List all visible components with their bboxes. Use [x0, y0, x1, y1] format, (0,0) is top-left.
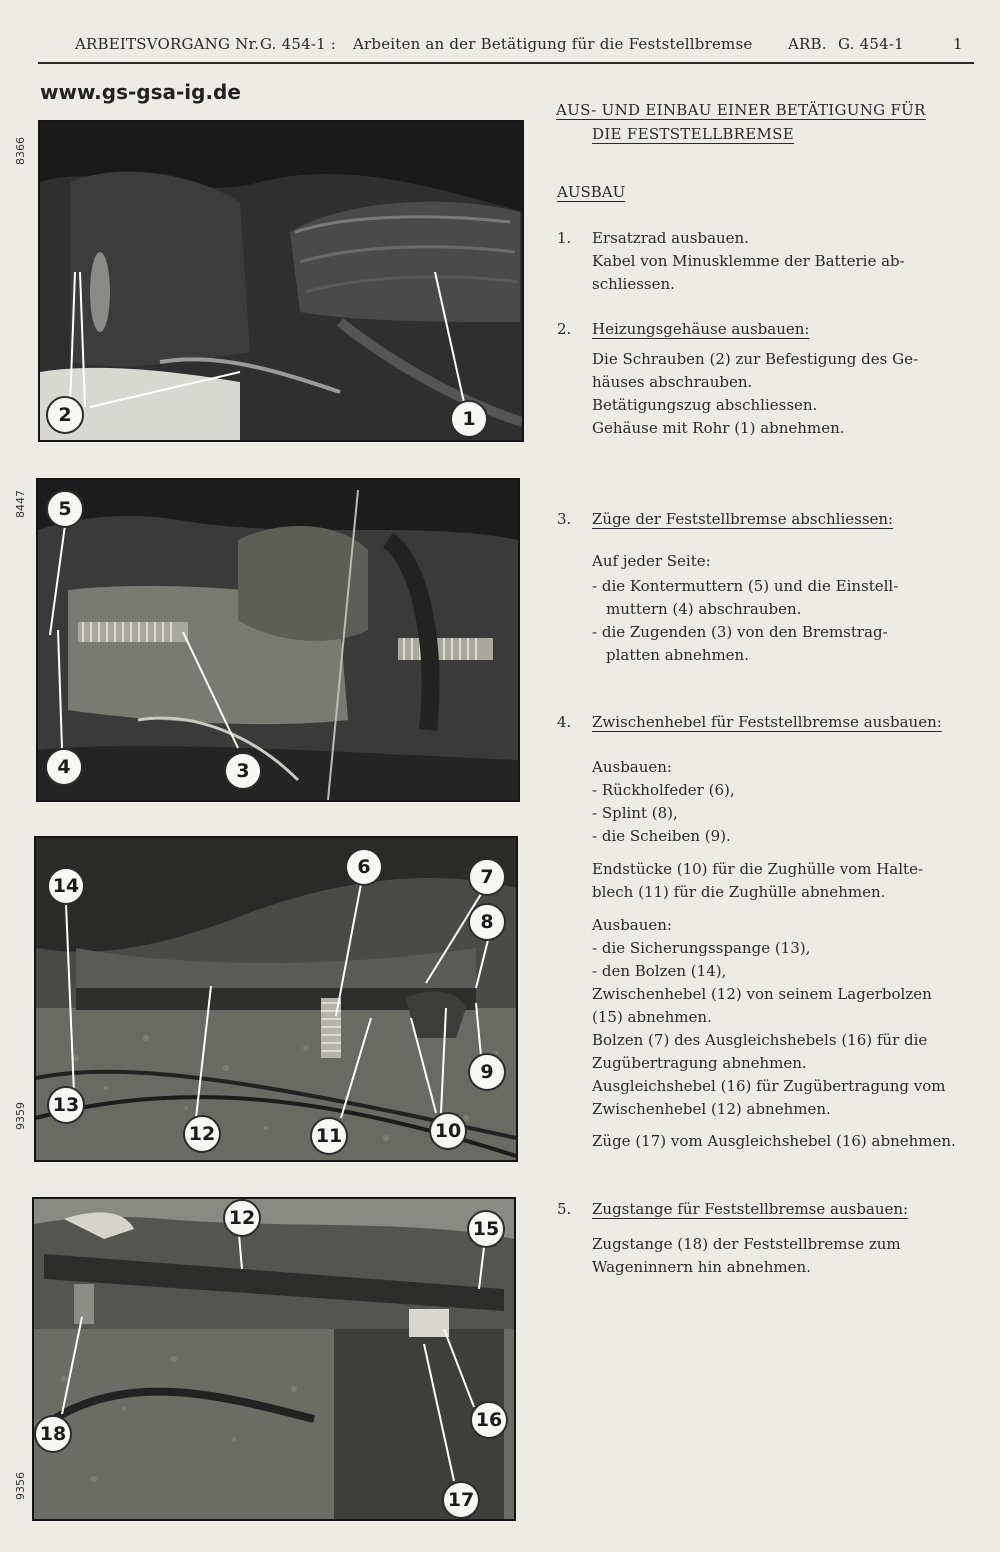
step-1-line: Ersatzrad ausbauen. [592, 229, 749, 247]
step-4-line: Ausgleichshebel (16) für Zugübertragung vom [592, 1077, 946, 1095]
callout-9: 9 [468, 1053, 506, 1091]
header-arb-code: G. 454-1 [838, 35, 904, 53]
section-title-line1: AUS- UND EINBAU EINER BETÄTIGUNG FÜR [556, 101, 926, 119]
step-4-line: Zugübertragung abnehmen. [592, 1054, 807, 1072]
callout-4: 4 [45, 748, 83, 786]
step-2-heading: Heizungsgehäuse ausbauen: [592, 320, 810, 338]
photo-intermediate-lever [34, 836, 518, 1162]
step-3-line: muttern (4) abschrauben. [606, 600, 802, 618]
callout-1: 1 [450, 400, 488, 438]
step-4-line: Ausbauen: [592, 916, 672, 934]
callout-16: 16 [470, 1401, 508, 1439]
callout-17: 17 [442, 1481, 480, 1519]
step-4-heading: Zwischenhebel für Feststellbremse ausbauen: [592, 713, 942, 731]
header-code: G. 454-1 : [260, 35, 337, 53]
watermark-url: www.gs-gsa-ig.de [40, 80, 241, 104]
callout-5: 5 [46, 490, 84, 528]
header-title: Arbeiten an der Betätigung für die Feststellbremse [353, 35, 753, 53]
step-2-line: Die Schrauben (2) zur Befestigung des Ge- [592, 350, 919, 368]
callout-7: 7 [468, 858, 506, 896]
figure-number: 9356 [14, 1472, 27, 1500]
step-1-number: 1. [557, 229, 572, 247]
step-3-heading: Züge der Feststellbremse abschliessen: [592, 510, 894, 528]
step-4-line: - die Scheiben (9). [592, 827, 731, 845]
figure-number: 8447 [14, 490, 27, 518]
section-title-line2: DIE FESTSTELLBREMSE [592, 125, 795, 143]
step-4-line: - den Bolzen (14), [592, 962, 727, 980]
step-4-line: - Rückholfeder (6), [592, 781, 735, 799]
header-left: ARBEITSVORGANG Nr. [75, 35, 260, 53]
header-arb: ARB. [788, 35, 827, 53]
step-4-line: - die Sicherungsspange (13), [592, 939, 811, 957]
photo-brake-cables [36, 478, 520, 802]
step-4-line: Zwischenhebel (12) abnehmen. [592, 1100, 831, 1118]
callout-3: 3 [224, 752, 262, 790]
step-5-line: Zugstange (18) der Feststellbremse zum [592, 1235, 901, 1253]
callout-2: 2 [46, 396, 84, 434]
step-5-heading: Zugstange für Feststellbremse ausbauen: [592, 1200, 909, 1218]
callout-6: 6 [345, 848, 383, 886]
step-3-line: - die Zugenden (3) von den Bremstrag- [592, 623, 888, 641]
callout-8: 8 [468, 903, 506, 941]
callout-10: 10 [429, 1112, 467, 1150]
step-1-line: schliessen. [592, 275, 675, 293]
step-2-number: 2. [557, 320, 572, 338]
step-4-line: - Splint (8), [592, 804, 678, 822]
page-number: 1 [953, 35, 963, 53]
step-4-line: (15) abnehmen. [592, 1008, 712, 1026]
step-4-line: blech (11) für die Zughülle abnehmen. [592, 883, 886, 901]
step-5-number: 5. [557, 1200, 572, 1218]
header-rule [38, 62, 974, 64]
step-4-line: Zwischenhebel (12) von seinem Lagerbolzen [592, 985, 932, 1003]
step-3-number: 3. [557, 510, 572, 528]
step-1-line: Kabel von Minusklemme der Batterie ab- [592, 252, 905, 270]
photo-pull-rod [32, 1197, 516, 1521]
step-2-line: Betätigungszug abschliessen. [592, 396, 818, 414]
callout-12: 12 [183, 1115, 221, 1153]
step-3-line: platten abnehmen. [606, 646, 749, 664]
callout-11: 11 [310, 1117, 348, 1155]
callout-13: 13 [47, 1086, 85, 1124]
step-3-line: Auf jeder Seite: [592, 552, 711, 570]
step-2-line: häuses abschrauben. [592, 373, 753, 391]
callout-14: 14 [47, 867, 85, 905]
figure-number: 8366 [14, 137, 27, 165]
callout-12: 12 [223, 1199, 261, 1237]
step-4-line: Züge (17) vom Ausgleichshebel (16) abnehmen. [592, 1132, 956, 1150]
subsection-ausbau: AUSBAU [557, 183, 626, 201]
callout-15: 15 [467, 1210, 505, 1248]
step-2-line: Gehäuse mit Rohr (1) abnehmen. [592, 419, 845, 437]
photo-heater-housing [38, 120, 524, 442]
step-4-line: Bolzen (7) des Ausgleichshebels (16) für die [592, 1031, 928, 1049]
step-3-line: - die Kontermuttern (5) und die Einstell- [592, 577, 899, 595]
step-5-line: Wageninnern hin abnehmen. [592, 1258, 811, 1276]
callout-18: 18 [34, 1415, 72, 1453]
step-4-number: 4. [557, 713, 572, 731]
step-4-line: Ausbauen: [592, 758, 672, 776]
figure-number: 9359 [14, 1102, 27, 1130]
step-4-line: Endstücke (10) für die Zughülle vom Halte- [592, 860, 924, 878]
